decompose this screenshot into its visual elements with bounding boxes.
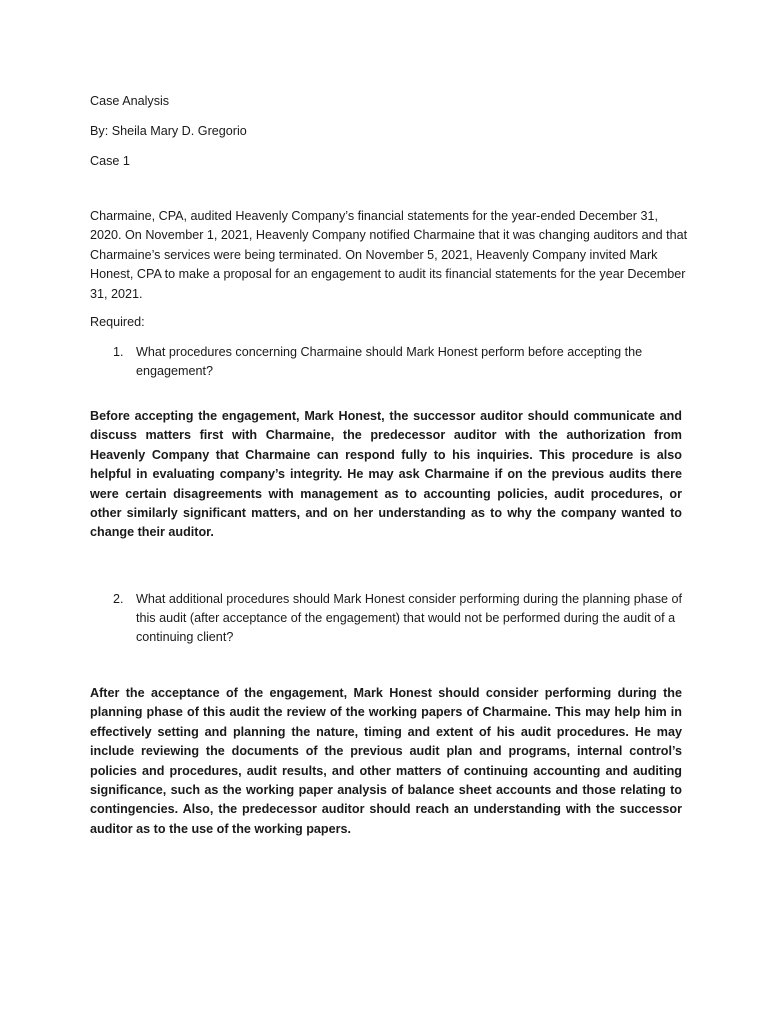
question-2-text: What additional procedures should Mark Honest consider performing during the planning phase of this audit (after acceptance of the engagement) that would not be performed during the audit of a continuing client? bbox=[136, 592, 683, 644]
author-line: By: Sheila Mary D. Gregorio bbox=[90, 124, 247, 138]
question-1-number: 1. bbox=[113, 345, 124, 359]
required-label: Required: bbox=[90, 315, 145, 329]
case-description: Charmaine, CPA, audited Heavenly Company’s financial statements for the year-ended December 31, 2020. On November 1, 2021, Heavenly Company notified Charmaine that it was changing auditors and that Charmaine’s services were being terminated. On November 5, 2021, Heavenly Company invited Mark Honest, CPA to make a proposal for an engagement to audit its financial statements for the year December 31, 2021. bbox=[90, 209, 688, 301]
document-title: Case Analysis bbox=[90, 94, 170, 108]
answer-1: Before accepting the engagement, Mark Honest, the successor auditor should communicate and discuss matters first with Charmaine, the predecessor auditor with the authorization from Heavenly Company that Charmaine can respond fully to his inquiries. This procedure is also helpful in evaluating company’s integrity. He may ask Charmaine if on the previous audits there were certain disagreements with management as to accounting policies, audit procedures, or other similarly significant matters, and on her understanding as to why the company wanted to change their auditor. bbox=[90, 409, 682, 540]
question-2-number: 2. bbox=[113, 592, 124, 606]
case-label: Case 1 bbox=[90, 154, 130, 168]
answer-2: After the acceptance of the engagement, Mark Honest should consider performing during the planning phase of this audit the review of the working papers of Charmaine. This may help him in effectively setting and planning the nature, timing and extent of his audit procedures. He may include reviewing the documents of the previous audit plan and programs, internal control’s policies and procedures, audit results, and other matters of continuing accounting and auditing significance, such as the working paper analysis of balance sheet accounts and those relating to contingencies. Also, the predecessor auditor should reach an understanding with the successor auditor as to the use of the working papers. bbox=[90, 686, 682, 836]
question-1-text: What procedures concerning Charmaine should Mark Honest perform before accepting the engagement? bbox=[136, 345, 643, 378]
